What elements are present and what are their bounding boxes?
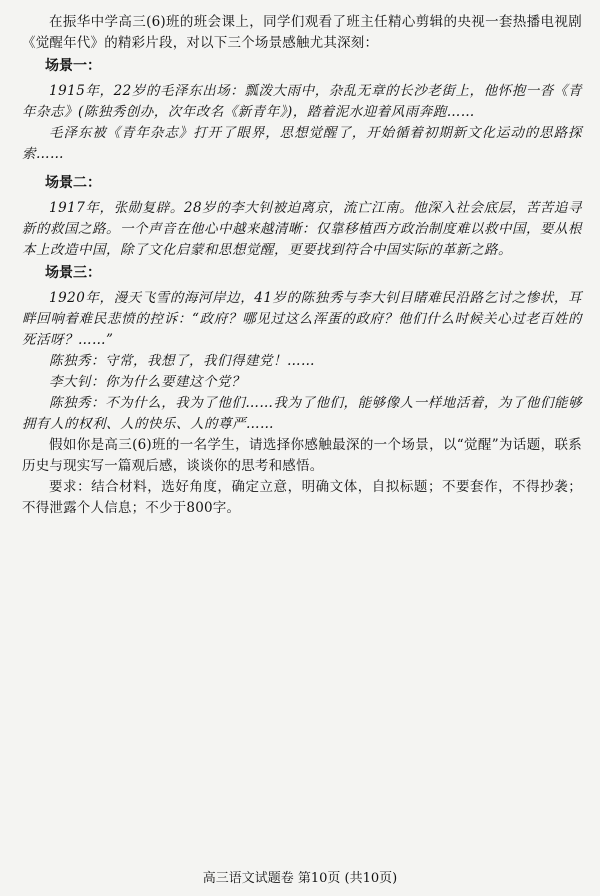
scene1-paragraph-1: 1915年，22岁的毛泽东出场：瓢泼大雨中，杂乱无章的长沙老街上，他怀抱一沓《青年杂志》(陈独秀创办，次年改名《新青年》)，踏着泥水迎着风雨奔跑……: [22, 83, 582, 120]
scene3-paragraph-1: 1920年，漫天飞雪的海河岸边，41岁的陈独秀与李大钊目睹难民沿路乞讨之惨状，耳畔回响着难民悲愤的控诉：“政府？哪见过这么浑蛋的政府？他们什么时候关心过老百姓的死活呀？……”: [22, 290, 582, 348]
scene1-paragraph-2: 毛泽东被《青年杂志》打开了眼界，思想觉醒了，开始循着初期新文化运动的思路探索……: [22, 125, 582, 162]
page-footer: 高三语文试题卷 第10页 (共10页): [202, 871, 398, 886]
scene3-heading: 场景三：: [45, 265, 101, 281]
scene1-heading: 场景一：: [45, 58, 101, 74]
requirements-paragraph: 要求：结合材料，选好角度，确定立意，明确文体，自拟标题；不要套作，不得抄袭；不得泄露个人信息；不少于800字。: [22, 479, 582, 516]
scene3-dialogue-2: 李大钊：你为什么要建这个党？: [49, 374, 245, 390]
scene3-dialogue-3: 陈独秀：不为什么，我为了他们……我为了他们，能够像人一样地活着，为了他们能够拥有人的权利、人的快乐、人的尊严……: [22, 395, 582, 432]
scene2-heading: 场景二：: [45, 175, 101, 191]
scene2-paragraph-1: 1917年，张勋复辟。28岁的李大钊被迫离京，流亡江南。他深入社会底层，苦苦追寻新的救国之路。一个声音在他心中越来越清晰：仅靠移植西方政治制度难以救中国，要从根本上改造中国，除了文化启蒙和思想觉醒，更要找到符合中国实际的革新之路。: [22, 200, 582, 258]
scene3-dialogue-1: 陈独秀：守常，我想了，我们得建党！……: [49, 353, 315, 369]
essay-prompt: [22, 12, 582, 519]
task-paragraph: 假如你是高三(6)班的一名学生，请选择你感触最深的一个场景，以“觉醒”为话题，联系历史与现实写一篇观后感，谈谈你的思考和感悟。: [22, 437, 582, 474]
intro-paragraph: 在振华中学高三(6)班的班会课上，同学们观看了班主任精心剪辑的央视一套热播电视剧《觉醒年代》的精彩片段，对以下三个场景感触尤其深刻：: [22, 14, 582, 51]
